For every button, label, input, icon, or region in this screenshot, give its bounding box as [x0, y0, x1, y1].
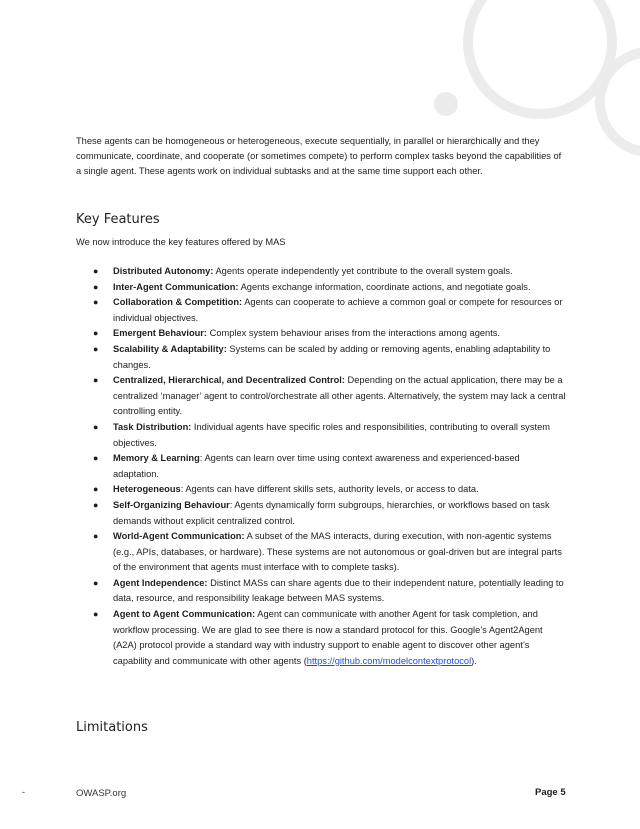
feature-text: Depending on the actual application, there may be a centralized ‘manager’ agent to control/orchestrate all other agents. Alternatively, the system may lack a central controlling entity. [113, 375, 566, 417]
feature-text: : Agents can learn over time using context awareness and experienced-based adaptation. [113, 453, 520, 479]
section-heading-limitations: Limitations [76, 720, 148, 735]
bullet-icon: ● [93, 266, 99, 276]
list-item [76, 373, 566, 420]
feature-text: Distinct MASs can share agents due to their independent nature, potentially leading to data, resource, and responsibility leakage between MAS systems. [113, 577, 564, 604]
mcp-github-link[interactable]: https://github.com/modelcontextprotocol [306, 655, 472, 666]
feature-term: Centralized, Hierarchical, and Decentralized Control: [113, 375, 345, 386]
bullet-icon: ● [93, 453, 99, 464]
list-item [76, 280, 566, 296]
feature-term: Scalability & Adaptability: [113, 343, 227, 354]
bullet-icon: ● [93, 281, 99, 292]
feature-term: Self-Organizing Behaviour [113, 499, 230, 510]
key-features-list [76, 264, 566, 669]
bullet-icon: ● [93, 297, 99, 308]
bullet-icon: ● [93, 328, 99, 339]
list-item [76, 342, 566, 373]
feature-term: Memory & Learning [113, 453, 200, 464]
bullet-icon: ● [93, 609, 99, 620]
list-item [76, 420, 566, 451]
intro-paragraph: These agents can be homogeneous or heterogeneous, execute sequentially, in parallel or hierarchically and they communicate, coordinate, and cooperate (or sometimes compete) to perform complex tasks beyond the capabilities of a single agent. These agents work on individual subtasks and at the same time support each other. [76, 136, 562, 177]
page-number: Page 5 [535, 787, 566, 798]
feature-text: A subset of the MAS interacts, during execution, with non-agentic systems (e.g., APIs, databases, or hardware). These systems are not autonomous or goal-driven but are integral parts of the environment that agents must interface with to complete tasks). [113, 531, 562, 573]
bullet-icon: ● [93, 343, 99, 354]
list-item [76, 451, 566, 482]
feature-text: Agents can cooperate to achieve a common goal or compete for resources or individual objectives. [113, 297, 563, 323]
feature-term: Emergent Behaviour: [113, 328, 208, 339]
decor-dot-large [434, 92, 458, 116]
feature-text: : Agents dynamically form subgroups, hierarchies, or workflows based on task demands without explicit centralized control. [113, 499, 550, 526]
feature-term: Agent to Agent Communication: [113, 609, 256, 620]
feature-term: World-Agent Communication: [113, 531, 245, 542]
feature-term: Heterogeneous [113, 484, 181, 495]
footer-site: OWASP.org [76, 788, 127, 799]
list-item [76, 295, 566, 326]
list-item [76, 498, 566, 529]
list-item [76, 326, 566, 342]
feature-term: Distributed Autonomy: [113, 266, 214, 276]
list-item [76, 482, 566, 498]
bullet-icon: ● [93, 531, 99, 542]
list-item [76, 264, 566, 280]
list-item [76, 529, 566, 576]
feature-term: Agent Independence: [113, 577, 208, 588]
feature-text: Agent can communicate with another Agent for task completion, and workflow processing. We are glad to see there is now a standard protocol for this. Google’s Agent2Agent (A2A) protocol provide a standard way with industry support to enable agent to discover other agent’s capability and communicate with other agents ( [113, 609, 543, 666]
wasp-icon [486, 6, 560, 82]
feature-text: Systems can be scaled by adding or removing agents, enabling adaptability to changes. [113, 343, 551, 370]
feature-text: Individual agents have specific roles and responsibilities, contributing to overall system objectives. [113, 421, 550, 448]
section-heading-key-features: Key Features [76, 212, 160, 227]
feature-text: Complex system behaviour arises from the interactions among agents. [207, 328, 501, 339]
list-item [76, 607, 566, 669]
bullet-icon: ● [93, 484, 99, 495]
feature-term: Collaboration & Competition: [113, 297, 243, 308]
bullet-icon: ● [93, 577, 99, 588]
feature-text: : Agents can have different skills sets, authority levels, or access to data. [180, 484, 479, 495]
bullet-icon: ● [93, 375, 99, 386]
bullet-icon: ● [93, 421, 99, 432]
feature-text: Agents exchange information, coordinate actions, and negotiate goals. [238, 281, 531, 292]
bullet-icon: ● [93, 499, 99, 510]
key-features-lead: We now introduce the key features offered by MAS [76, 237, 286, 247]
feature-text-end: ). [471, 655, 477, 666]
footer-dash: - [22, 787, 25, 797]
feature-text: Agents operate independently yet contribute to the overall system goals. [213, 266, 513, 276]
list-item [76, 576, 566, 607]
page-content [76, 134, 566, 735]
feature-term: Inter-Agent Communication: [113, 281, 239, 292]
feature-term: Task Distribution: [113, 421, 192, 432]
